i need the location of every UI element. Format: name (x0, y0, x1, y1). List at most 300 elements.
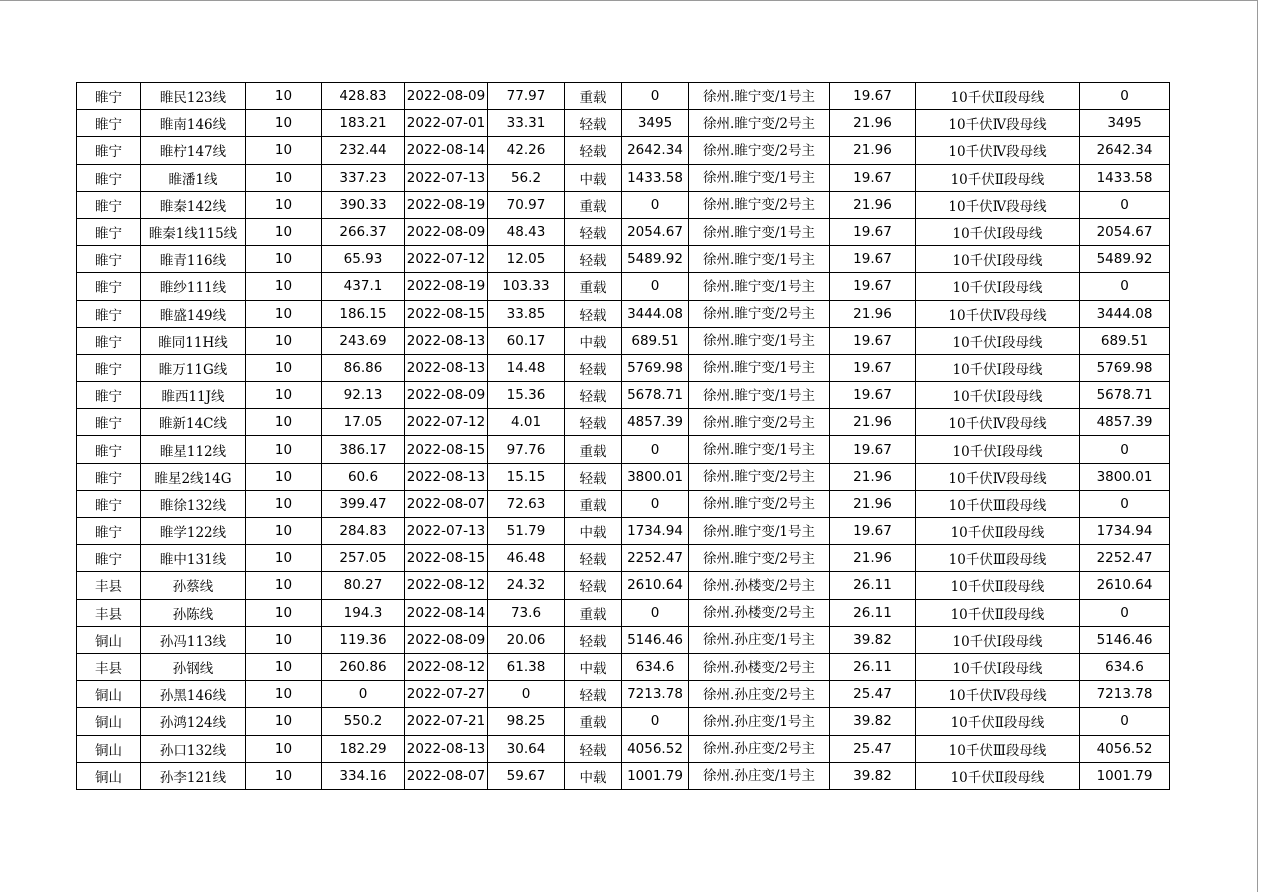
load-value-cell: 284.83 (322, 518, 405, 545)
line-name-cell: 孙钢线 (141, 653, 246, 680)
voltage-cell: 10 (246, 490, 322, 517)
station-text: 徐州.睢宁变/1号主 (703, 170, 815, 187)
voltage-cell: 10 (246, 110, 322, 137)
table-row (77, 681, 1170, 708)
district-cell: 丰县 (77, 599, 141, 626)
capacity-cell: 0 (622, 490, 689, 517)
load-status-cell: 轻载 (565, 735, 622, 762)
load-rate-cell: 42.26 (488, 137, 565, 164)
busbar-cell: 10千伏Ⅳ段母线 (916, 463, 1080, 490)
table-row (77, 191, 1170, 218)
voltage-cell: 10 (246, 545, 322, 572)
load-rate-cell: 103.33 (488, 273, 565, 300)
load-status-cell: 重载 (565, 490, 622, 517)
transformer-value-cell: 26.11 (830, 653, 916, 680)
busbar-cell: 10千伏Ⅰ段母线 (916, 436, 1080, 463)
busbar-cell: 10千伏Ⅰ段母线 (916, 246, 1080, 273)
district-cell: 铜山 (77, 626, 141, 653)
load-rate-cell: 59.67 (488, 762, 565, 789)
load-value-cell: 399.47 (322, 490, 405, 517)
voltage-cell: 10 (246, 246, 322, 273)
available-capacity-cell: 5769.98 (1080, 354, 1170, 381)
voltage-cell: 10 (246, 572, 322, 599)
station-text: 徐州.睢宁变/2号主 (703, 550, 815, 567)
load-value-cell: 266.37 (322, 218, 405, 245)
date-cell: 2022-08-13 (405, 463, 488, 490)
busbar-cell: 10千伏Ⅱ段母线 (916, 762, 1080, 789)
district-cell: 睢宁 (77, 83, 141, 110)
transformer-value-cell: 19.67 (830, 518, 916, 545)
load-status-cell: 重载 (565, 191, 622, 218)
load-status-cell: 中载 (565, 164, 622, 191)
load-rate-cell: 12.05 (488, 246, 565, 273)
transformer-value-cell: 19.67 (830, 382, 916, 409)
voltage-cell: 10 (246, 599, 322, 626)
capacity-cell: 5769.98 (622, 354, 689, 381)
station-cell (689, 409, 830, 436)
capacity-cell: 2252.47 (622, 545, 689, 572)
capacity-cell: 1433.58 (622, 164, 689, 191)
transformer-value-cell: 21.96 (830, 300, 916, 327)
load-value-cell: 17.05 (322, 409, 405, 436)
available-capacity-cell: 4056.52 (1080, 735, 1170, 762)
date-cell: 2022-08-14 (405, 137, 488, 164)
station-cell (689, 382, 830, 409)
station-text: 徐州.睢宁变/2号主 (703, 197, 815, 214)
line-name-cell: 睢西11J线 (141, 382, 246, 409)
transformer-value-cell: 21.96 (830, 490, 916, 517)
district-cell: 睢宁 (77, 409, 141, 436)
date-cell: 2022-08-14 (405, 599, 488, 626)
date-cell: 2022-08-09 (405, 83, 488, 110)
district-cell: 睢宁 (77, 110, 141, 137)
capacity-cell: 4857.39 (622, 409, 689, 436)
date-cell: 2022-07-13 (405, 518, 488, 545)
voltage-cell: 10 (246, 83, 322, 110)
table-row (77, 735, 1170, 762)
district-cell: 睢宁 (77, 273, 141, 300)
available-capacity-cell: 0 (1080, 436, 1170, 463)
transformer-value-cell: 21.96 (830, 409, 916, 436)
available-capacity-cell: 1433.58 (1080, 164, 1170, 191)
voltage-cell: 10 (246, 300, 322, 327)
load-value-cell: 0 (322, 681, 405, 708)
station-cell (689, 518, 830, 545)
station-cell (689, 708, 830, 735)
load-rate-cell: 33.85 (488, 300, 565, 327)
transformer-value-cell: 21.96 (830, 137, 916, 164)
transformer-value-cell: 39.82 (830, 708, 916, 735)
available-capacity-cell: 5678.71 (1080, 382, 1170, 409)
load-value-cell: 194.3 (322, 599, 405, 626)
district-cell: 睢宁 (77, 382, 141, 409)
load-status-cell: 中载 (565, 762, 622, 789)
voltage-cell: 10 (246, 518, 322, 545)
capacity-cell: 0 (622, 83, 689, 110)
date-cell: 2022-08-09 (405, 626, 488, 653)
transformer-value-cell: 19.67 (830, 164, 916, 191)
line-name-cell: 睢秦142线 (141, 191, 246, 218)
district-cell: 睢宁 (77, 137, 141, 164)
load-status-cell: 轻载 (565, 354, 622, 381)
date-cell: 2022-07-12 (405, 409, 488, 436)
voltage-cell: 10 (246, 681, 322, 708)
date-cell: 2022-08-15 (405, 545, 488, 572)
date-cell: 2022-08-15 (405, 436, 488, 463)
district-cell: 睢宁 (77, 218, 141, 245)
station-cell (689, 300, 830, 327)
busbar-cell: 10千伏Ⅰ段母线 (916, 382, 1080, 409)
date-cell: 2022-07-27 (405, 681, 488, 708)
station-text: 徐州.睢宁变/1号主 (703, 523, 815, 540)
station-cell (689, 246, 830, 273)
date-cell: 2022-08-07 (405, 490, 488, 517)
load-rate-cell: 73.6 (488, 599, 565, 626)
station-cell (689, 599, 830, 626)
load-status-cell: 中载 (565, 518, 622, 545)
table-row (77, 382, 1170, 409)
load-value-cell: 92.13 (322, 382, 405, 409)
capacity-cell: 2642.34 (622, 137, 689, 164)
station-cell (689, 327, 830, 354)
voltage-cell: 10 (246, 191, 322, 218)
table-row (77, 653, 1170, 680)
station-cell (689, 354, 830, 381)
load-value-cell: 65.93 (322, 246, 405, 273)
transformer-value-cell: 39.82 (830, 626, 916, 653)
station-cell (689, 762, 830, 789)
load-rate-cell: 72.63 (488, 490, 565, 517)
load-status-cell: 轻载 (565, 409, 622, 436)
district-cell: 睢宁 (77, 191, 141, 218)
table-row (77, 327, 1170, 354)
load-rate-cell: 30.64 (488, 735, 565, 762)
load-rate-cell: 61.38 (488, 653, 565, 680)
table-row (77, 545, 1170, 572)
district-cell: 睢宁 (77, 246, 141, 273)
load-status-cell: 重载 (565, 273, 622, 300)
table-row (77, 518, 1170, 545)
available-capacity-cell: 4857.39 (1080, 409, 1170, 436)
line-name-cell: 睢星112线 (141, 436, 246, 463)
line-name-cell: 睢盛149线 (141, 300, 246, 327)
date-cell: 2022-08-13 (405, 354, 488, 381)
date-cell: 2022-08-15 (405, 300, 488, 327)
line-name-cell: 孙李121线 (141, 762, 246, 789)
station-text: 徐州.睢宁变/2号主 (703, 115, 815, 132)
district-cell: 睢宁 (77, 490, 141, 517)
line-name-cell: 睢秦1线115线 (141, 218, 246, 245)
table-row (77, 436, 1170, 463)
transformer-value-cell: 25.47 (830, 735, 916, 762)
station-text: 徐州.睢宁变/2号主 (703, 306, 815, 323)
load-value-cell: 80.27 (322, 572, 405, 599)
busbar-cell: 10千伏Ⅱ段母线 (916, 599, 1080, 626)
station-text: 徐州.孙庄变/1号主 (703, 713, 815, 730)
capacity-cell: 0 (622, 599, 689, 626)
load-value-cell: 550.2 (322, 708, 405, 735)
load-rate-cell: 77.97 (488, 83, 565, 110)
busbar-cell: 10千伏Ⅳ段母线 (916, 681, 1080, 708)
district-cell: 铜山 (77, 762, 141, 789)
transformer-value-cell: 21.96 (830, 463, 916, 490)
station-text: 徐州.孙楼变/2号主 (703, 605, 815, 622)
table-row (77, 762, 1170, 789)
district-cell: 睢宁 (77, 164, 141, 191)
date-cell: 2022-08-12 (405, 653, 488, 680)
date-cell: 2022-07-12 (405, 246, 488, 273)
transformer-value-cell: 19.67 (830, 327, 916, 354)
line-name-cell: 孙口132线 (141, 735, 246, 762)
load-value-cell: 337.23 (322, 164, 405, 191)
station-cell (689, 164, 830, 191)
load-value-cell: 428.83 (322, 83, 405, 110)
line-name-cell: 睢新14C线 (141, 409, 246, 436)
busbar-cell: 10千伏Ⅰ段母线 (916, 626, 1080, 653)
load-rate-cell: 15.15 (488, 463, 565, 490)
date-cell: 2022-08-19 (405, 273, 488, 300)
district-cell: 睢宁 (77, 354, 141, 381)
station-cell (689, 436, 830, 463)
transformer-value-cell: 39.82 (830, 762, 916, 789)
voltage-cell: 10 (246, 708, 322, 735)
station-text: 徐州.睢宁变/1号主 (703, 224, 815, 241)
available-capacity-cell: 3495 (1080, 110, 1170, 137)
district-cell: 睢宁 (77, 327, 141, 354)
available-capacity-cell: 1734.94 (1080, 518, 1170, 545)
load-value-cell: 186.15 (322, 300, 405, 327)
station-cell (689, 137, 830, 164)
load-rate-cell: 51.79 (488, 518, 565, 545)
capacity-cell: 7213.78 (622, 681, 689, 708)
station-text: 徐州.睢宁变/2号主 (703, 496, 815, 513)
available-capacity-cell: 0 (1080, 191, 1170, 218)
available-capacity-cell: 2252.47 (1080, 545, 1170, 572)
line-name-cell: 孙鸿124线 (141, 708, 246, 735)
district-cell: 睢宁 (77, 300, 141, 327)
load-status-cell: 轻载 (565, 110, 622, 137)
transformer-value-cell: 25.47 (830, 681, 916, 708)
busbar-cell: 10千伏Ⅳ段母线 (916, 110, 1080, 137)
capacity-cell: 689.51 (622, 327, 689, 354)
capacity-cell: 5489.92 (622, 246, 689, 273)
load-status-cell: 轻载 (565, 626, 622, 653)
busbar-cell: 10千伏Ⅱ段母线 (916, 164, 1080, 191)
load-status-cell: 重载 (565, 83, 622, 110)
data-table (76, 82, 1170, 790)
load-value-cell: 257.05 (322, 545, 405, 572)
transformer-value-cell: 19.67 (830, 218, 916, 245)
available-capacity-cell: 0 (1080, 490, 1170, 517)
district-cell: 铜山 (77, 708, 141, 735)
district-cell: 睢宁 (77, 463, 141, 490)
station-text: 徐州.睢宁变/2号主 (703, 142, 815, 159)
station-text: 徐州.睢宁变/1号主 (703, 278, 815, 295)
load-value-cell: 119.36 (322, 626, 405, 653)
station-text: 徐州.睢宁变/1号主 (703, 333, 815, 350)
table-row (77, 83, 1170, 110)
busbar-cell: 10千伏Ⅱ段母线 (916, 518, 1080, 545)
line-name-cell: 睢潘1线 (141, 164, 246, 191)
available-capacity-cell: 0 (1080, 83, 1170, 110)
station-text: 徐州.睢宁变/1号主 (703, 88, 815, 105)
busbar-cell: 10千伏Ⅰ段母线 (916, 327, 1080, 354)
table-row (77, 708, 1170, 735)
voltage-cell: 10 (246, 762, 322, 789)
load-status-cell: 轻载 (565, 382, 622, 409)
voltage-cell: 10 (246, 735, 322, 762)
table-row (77, 300, 1170, 327)
load-rate-cell: 24.32 (488, 572, 565, 599)
transformer-value-cell: 21.96 (830, 191, 916, 218)
station-cell (689, 218, 830, 245)
transformer-value-cell: 19.67 (830, 354, 916, 381)
load-status-cell: 轻载 (565, 218, 622, 245)
available-capacity-cell: 689.51 (1080, 327, 1170, 354)
capacity-cell: 5678.71 (622, 382, 689, 409)
line-name-cell: 睢民123线 (141, 83, 246, 110)
busbar-cell: 10千伏Ⅰ段母线 (916, 354, 1080, 381)
busbar-cell: 10千伏Ⅱ段母线 (916, 572, 1080, 599)
capacity-cell: 0 (622, 708, 689, 735)
load-rate-cell: 33.31 (488, 110, 565, 137)
capacity-cell: 3800.01 (622, 463, 689, 490)
load-value-cell: 386.17 (322, 436, 405, 463)
voltage-cell: 10 (246, 273, 322, 300)
district-cell: 睢宁 (77, 545, 141, 572)
load-rate-cell: 70.97 (488, 191, 565, 218)
transformer-value-cell: 26.11 (830, 599, 916, 626)
station-text: 徐州.睢宁变/2号主 (703, 469, 815, 486)
line-name-cell: 睢万11G线 (141, 354, 246, 381)
load-rate-cell: 14.48 (488, 354, 565, 381)
station-text: 徐州.睢宁变/1号主 (703, 387, 815, 404)
station-cell (689, 681, 830, 708)
capacity-cell: 5146.46 (622, 626, 689, 653)
voltage-cell: 10 (246, 327, 322, 354)
line-name-cell: 孙黑146线 (141, 681, 246, 708)
available-capacity-cell: 5146.46 (1080, 626, 1170, 653)
capacity-cell: 0 (622, 191, 689, 218)
available-capacity-cell: 7213.78 (1080, 681, 1170, 708)
capacity-cell: 0 (622, 273, 689, 300)
busbar-cell: 10千伏Ⅳ段母线 (916, 137, 1080, 164)
load-rate-cell: 97.76 (488, 436, 565, 463)
transformer-value-cell: 21.96 (830, 545, 916, 572)
date-cell: 2022-08-07 (405, 762, 488, 789)
date-cell: 2022-07-21 (405, 708, 488, 735)
table-row (77, 463, 1170, 490)
available-capacity-cell: 2642.34 (1080, 137, 1170, 164)
line-name-cell: 睢纱111线 (141, 273, 246, 300)
table-body (77, 83, 1170, 790)
date-cell: 2022-08-13 (405, 735, 488, 762)
transformer-value-cell: 19.67 (830, 273, 916, 300)
load-status-cell: 重载 (565, 436, 622, 463)
available-capacity-cell: 5489.92 (1080, 246, 1170, 273)
station-text: 徐州.睢宁变/1号主 (703, 251, 815, 268)
load-status-cell: 轻载 (565, 545, 622, 572)
load-rate-cell: 56.2 (488, 164, 565, 191)
busbar-cell: 10千伏Ⅰ段母线 (916, 273, 1080, 300)
capacity-cell: 2610.64 (622, 572, 689, 599)
capacity-cell: 3444.08 (622, 300, 689, 327)
line-name-cell: 孙冯113线 (141, 626, 246, 653)
station-text: 徐州.孙庄变/1号主 (703, 768, 815, 785)
voltage-cell: 10 (246, 626, 322, 653)
line-name-cell: 睢柠147线 (141, 137, 246, 164)
table-row (77, 218, 1170, 245)
table-row (77, 273, 1170, 300)
load-value-cell: 60.6 (322, 463, 405, 490)
station-text: 徐州.睢宁变/1号主 (703, 442, 815, 459)
line-name-cell: 睢徐132线 (141, 490, 246, 517)
busbar-cell: 10千伏Ⅰ段母线 (916, 218, 1080, 245)
load-value-cell: 260.86 (322, 653, 405, 680)
capacity-cell: 1734.94 (622, 518, 689, 545)
voltage-cell: 10 (246, 436, 322, 463)
station-cell (689, 110, 830, 137)
date-cell: 2022-08-09 (405, 382, 488, 409)
busbar-cell: 10千伏Ⅳ段母线 (916, 300, 1080, 327)
station-text: 徐州.孙庄变/1号主 (703, 632, 815, 649)
transformer-value-cell: 26.11 (830, 572, 916, 599)
available-capacity-cell: 1001.79 (1080, 762, 1170, 789)
load-value-cell: 183.21 (322, 110, 405, 137)
voltage-cell: 10 (246, 164, 322, 191)
station-cell (689, 83, 830, 110)
table-row (77, 354, 1170, 381)
load-value-cell: 86.86 (322, 354, 405, 381)
station-text: 徐州.孙楼变/2号主 (703, 659, 815, 676)
load-value-cell: 390.33 (322, 191, 405, 218)
station-text: 徐州.孙庄变/2号主 (703, 741, 815, 758)
station-cell (689, 735, 830, 762)
table-row (77, 164, 1170, 191)
load-rate-cell: 20.06 (488, 626, 565, 653)
load-rate-cell: 98.25 (488, 708, 565, 735)
station-cell (689, 463, 830, 490)
date-cell: 2022-08-12 (405, 572, 488, 599)
date-cell: 2022-08-09 (405, 218, 488, 245)
busbar-cell: 10千伏Ⅳ段母线 (916, 409, 1080, 436)
transformer-value-cell: 19.67 (830, 83, 916, 110)
load-status-cell: 中载 (565, 327, 622, 354)
load-status-cell: 轻载 (565, 463, 622, 490)
voltage-cell: 10 (246, 653, 322, 680)
available-capacity-cell: 0 (1080, 708, 1170, 735)
line-name-cell: 睢同11H线 (141, 327, 246, 354)
station-cell (689, 191, 830, 218)
table-row (77, 599, 1170, 626)
load-value-cell: 437.1 (322, 273, 405, 300)
busbar-cell: 10千伏Ⅲ段母线 (916, 490, 1080, 517)
transformer-value-cell: 19.67 (830, 436, 916, 463)
load-value-cell: 232.44 (322, 137, 405, 164)
load-rate-cell: 46.48 (488, 545, 565, 572)
load-rate-cell: 4.01 (488, 409, 565, 436)
load-status-cell: 重载 (565, 599, 622, 626)
load-rate-cell: 60.17 (488, 327, 565, 354)
line-name-cell: 孙蔡线 (141, 572, 246, 599)
available-capacity-cell: 3444.08 (1080, 300, 1170, 327)
voltage-cell: 10 (246, 463, 322, 490)
load-status-cell: 轻载 (565, 300, 622, 327)
station-cell (689, 626, 830, 653)
capacity-cell: 1001.79 (622, 762, 689, 789)
available-capacity-cell: 2054.67 (1080, 218, 1170, 245)
district-cell: 丰县 (77, 572, 141, 599)
